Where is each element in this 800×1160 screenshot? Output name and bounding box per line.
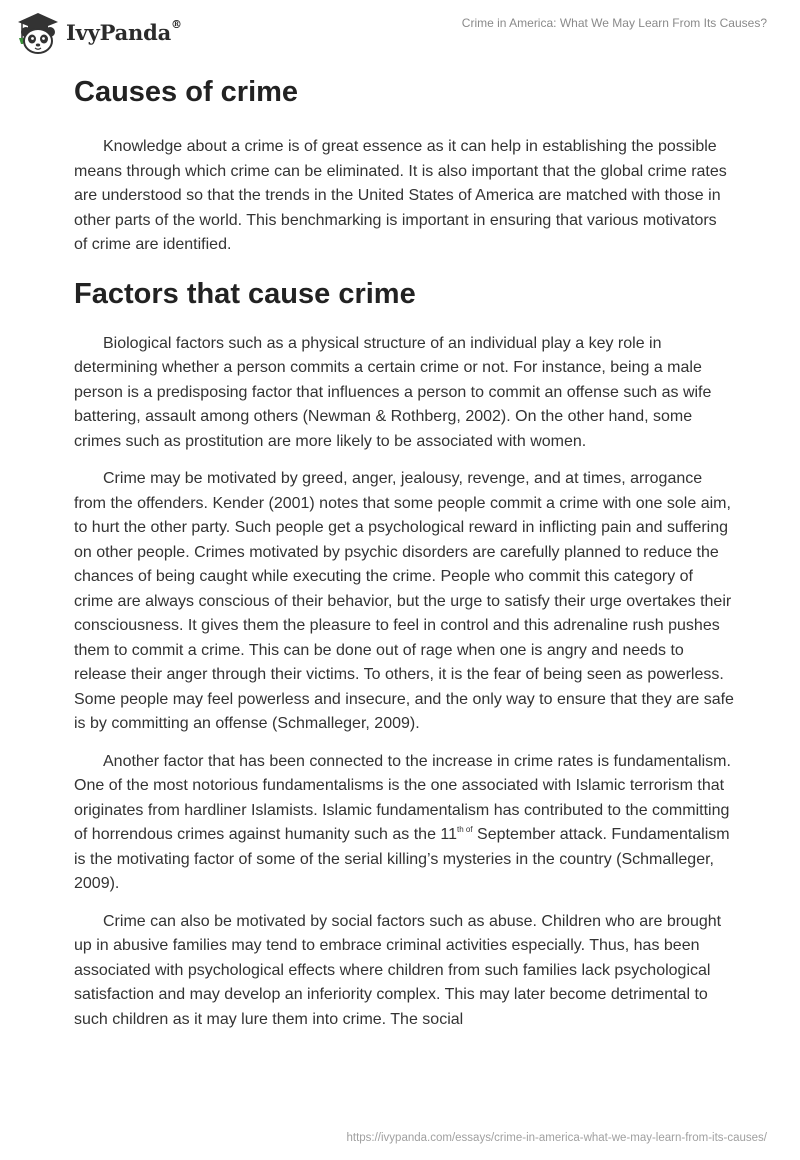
panda-graduate-icon (14, 10, 62, 54)
paragraph-text: September attack. Fundamentalism is the motivating factor of some of the serial killing’s mysteries in the country (Schmalleger, 2009). (74, 826, 730, 892)
paragraph: Biological factors such as a physical structure of an individual play a key role in determining whether a person commits a certain crime or not. For instance, being a male person is a predisposing factor that influences a person to commit an offense such as wife battering, assault among others (Newman & Rothberg, 2002). On the other hand, some crimes such as prostitution are more likely to be associated with women. (74, 334, 712, 450)
page-header (0, 0, 800, 64)
source-url[interactable]: https://ivypanda.com/essays/crime-in-america-what-we-may-learn-from-its-causes/ (346, 1132, 767, 1144)
paragraph: Knowledge about a crime is of great essence as it can help in establishing the possible means through which crime can be eliminated. It is also important that the global crime rates are understood so that the trends in the United States of America are matched with those in other parts of the world. This benchmarking is important in ensuring that various motivators of crime are identified. (74, 138, 727, 253)
superscript-ordinal: th of (457, 825, 473, 834)
paragraph: Crime can also be motivated by social factors such as abuse. Children who are brought up in abusive families may tend to embrace criminal activities especially. Thus, has been associated with psychological effects where children from such families lack psychological satisfaction and may develop an inferiority complex. This may later become detrimental to such children as it may lure them into crime. The social (74, 912, 722, 1028)
brand-name: IvyPanda® (66, 17, 182, 45)
paragraph: Crime may be motivated by greed, anger, jealousy, revenge, and at times, arrogance from the offenders. Kender (2001) notes that some people commit a crime with one sole aim, to hurt the other party. Such people get a psychological reward in inflicting pain and suffering on other people. Crimes motivated by psychic disorders are carefully planned to reduce the chances of being caught while executing the crime. People who commit this category of crime are always conscious of their behavior, but the urge to satisfy their urge overtakes their consciousness. It gives them the pleasure to feel in control and this adrenaline rush pushes them to commit a crime. This can be done out of rage when one is angry and needs to release their anger through their victims. To others, it is the fear of being seen as powerless. Some people may feel powerless and insecure, and the only way to ensure that they are safe is by committing an offense (Schmalleger, 2009). (74, 470, 734, 732)
document-title: Crime in America: What We May Learn From Its Causes? (461, 16, 767, 30)
section-heading-causes: Causes of crime (74, 76, 299, 108)
paragraph-text: Another factor that has been connected to the increase in crime rates is fundamentalism. One of the most notorious fundamentalisms is the one associated with Islamic terrorism that originates from hardliner Islamists. Islamic fundamentalism has contributed to the committing of horrendous crimes against humanity such as the 11 (74, 752, 731, 843)
section-heading-factors: Factors that cause crime (74, 277, 416, 310)
brand-logo[interactable] (14, 10, 182, 54)
paragraph (74, 750, 734, 897)
article-body (74, 70, 734, 1032)
